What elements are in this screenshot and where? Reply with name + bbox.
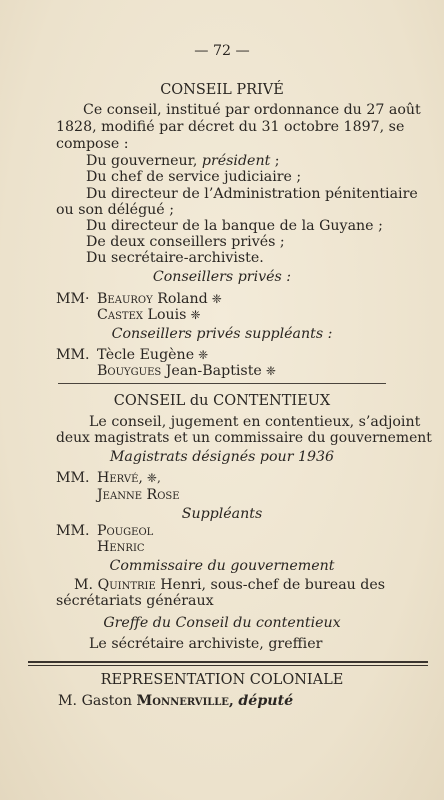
conseil-prive-intro-1: Ce conseil, institué par ordonnance du 27 août — [83, 102, 421, 118]
suppleants-heading: Conseillers privés suppléants : — [111, 326, 333, 342]
decoration-icon: ❈, — [146, 471, 161, 485]
member-line: Du directeur de l’Administration pénitentiaire — [86, 186, 418, 202]
decoration-icon: ❈ — [265, 364, 276, 378]
page-number: — 72 — — [194, 43, 250, 59]
contentieux-title: CONSEIL du CONTENTIEUX — [113, 393, 331, 409]
commissaire-entry: M. Quintrie Henri, sous-chef de bureau des — [74, 577, 386, 593]
member-line: Du directeur de la banque de la Guyane ; — [86, 218, 383, 234]
decoration-icon: ❈ — [198, 348, 209, 362]
member-line: Du chef de service judiciaire ; — [86, 169, 302, 185]
section-divider — [58, 383, 386, 384]
decoration-icon: ❈ — [190, 308, 201, 322]
suppleant-contentieux-entry: MM. Pougeol — [56, 523, 154, 539]
commissaire-entry-line-2: sécrétariats généraux — [56, 593, 214, 609]
greffe-text: Le sécrétaire archiviste, greffier — [89, 636, 323, 652]
contentieux-intro-1: Le conseil, jugement en contentieux, s’adjoint — [89, 414, 421, 430]
magistrats-heading: Magistrats désignés pour 1936 — [109, 449, 335, 465]
suppleants-contentieux-heading: Suppléants — [181, 506, 263, 522]
conseil-prive-intro-2: 1828, modifié par décret du 31 octobre 1897, se — [56, 119, 405, 135]
representation-title: REPRESENTATION COLONIALE — [100, 672, 344, 688]
double-rule-bottom — [28, 665, 428, 666]
suppleant-entry: MM. Tècle Eugène ❈ — [56, 347, 209, 363]
conseil-prive-title: CONSEIL PRIVÉ — [160, 82, 284, 98]
conseil-prive-intro-3: compose : — [56, 136, 129, 152]
decoration-icon: ❈ — [211, 292, 222, 306]
member-line: Du gouverneur, président ; — [86, 153, 280, 169]
suppleant-contentieux-entry: Henric — [97, 539, 145, 555]
conseiller-entry: MM· Beauroy Roland ❈ — [56, 291, 222, 307]
magistrat-entry: Jeanne Rose — [97, 487, 180, 503]
contentieux-intro-2: deux magistrats et un commissaire du gouvernement — [56, 430, 432, 446]
conseiller-entry: Castex Louis ❈ — [97, 307, 201, 323]
member-line: De deux conseillers privés ; — [86, 234, 285, 250]
member-line: ou son délégué ; — [56, 202, 174, 218]
suppleant-entry: Bouygues Jean-Baptiste ❈ — [97, 363, 276, 379]
double-rule-top — [28, 661, 428, 663]
conseillers-heading: Conseillers privés : — [152, 269, 292, 285]
greffe-heading: Greffe du Conseil du contentieux — [103, 615, 341, 631]
member-line: Du secrétaire-archiviste. — [86, 250, 264, 266]
magistrat-entry: MM. Hervé, ❈, — [56, 470, 161, 486]
representation-entry: M. Gaston Monnerville, député — [58, 693, 294, 709]
commissaire-heading: Commissaire du gouvernement — [109, 558, 335, 574]
